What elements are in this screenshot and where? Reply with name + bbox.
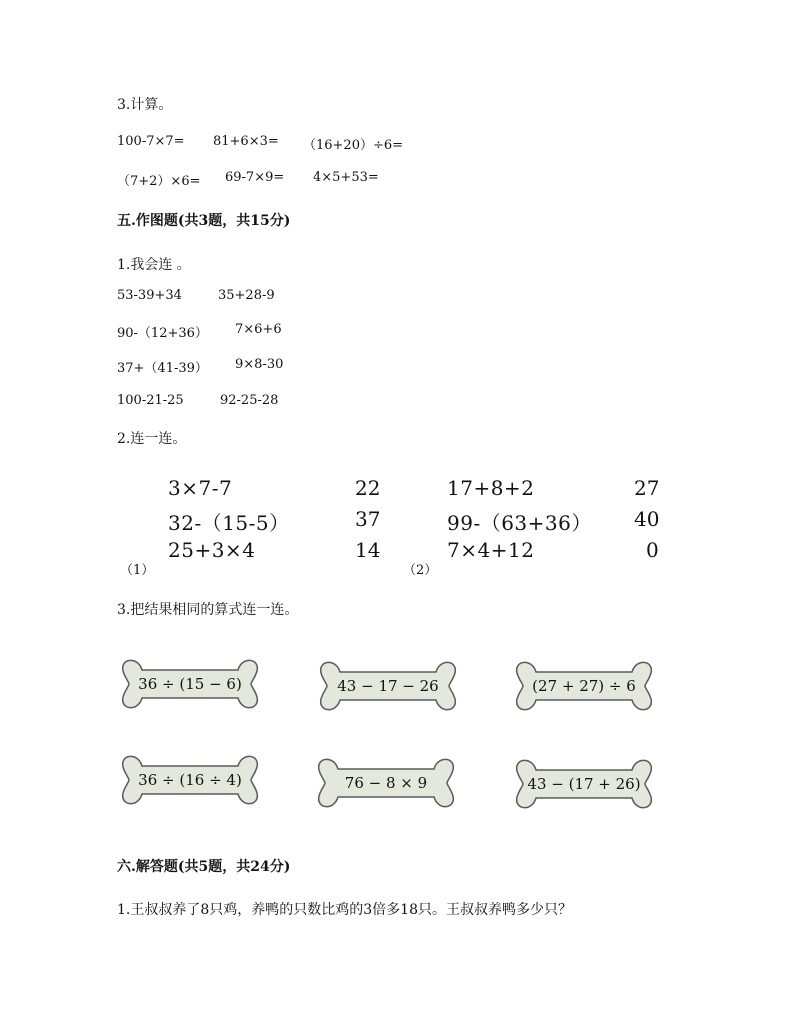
bone-expression: 43 − 17 − 26: [337, 677, 439, 695]
group1-left-expression: 32-（15-5）: [168, 511, 290, 535]
match-left-expression: 53-39+34: [117, 288, 182, 303]
bone-expression: 76 − 8 × 9: [344, 774, 428, 792]
bone-expression: (27 + 27) ÷ 6: [532, 677, 636, 695]
calc-expression: 100-7×7=: [117, 134, 185, 149]
group2-left-expression: 7×4+12: [447, 538, 535, 562]
match-left-expression: 100-21-25: [117, 393, 184, 408]
match-left-expression: 37+（41-39）: [117, 361, 208, 376]
bone-card: [514, 656, 654, 716]
bone-expression: 36 ÷ (15 − 6): [138, 675, 242, 693]
bone-card: [316, 753, 456, 813]
group1-right-value: 37: [355, 507, 381, 531]
question-3-title: 3.计算。: [117, 97, 173, 113]
bone-expression: 36 ÷ (16 ÷ 4): [138, 771, 242, 789]
bone-card: [120, 750, 260, 810]
group2-tag: （2）: [403, 563, 438, 578]
match-right-expression: 7×6+6: [235, 322, 282, 337]
bone-card: [318, 656, 458, 716]
bone-card: [514, 754, 654, 814]
group1-tag: （1）: [120, 563, 155, 578]
calc-expression: （16+20）÷6=: [303, 138, 404, 153]
group2-left-expression: 17+8+2: [447, 476, 535, 500]
bone-card: [120, 654, 260, 714]
question-5-2-title: 2.连一连。: [117, 431, 187, 447]
group2-right-value: 40: [634, 507, 660, 531]
match-right-expression: 9×8-30: [235, 357, 284, 372]
calc-expression: （7+2）×6=: [117, 174, 201, 189]
bone-expression: 43 − (17 + 26): [527, 775, 641, 793]
match-left-expression: 90-（12+36）: [117, 326, 208, 341]
calc-expression: 81+6×3=: [213, 134, 279, 149]
group2-right-value: 0: [646, 538, 659, 562]
match-right-expression: 92-25-28: [220, 393, 279, 408]
question-5-1-title: 1.我会连 。: [117, 257, 191, 273]
section-5-heading: 五.作图题(共3题，共15分): [117, 213, 291, 229]
group1-left-expression: 3×7-7: [168, 476, 233, 500]
group2-right-value: 27: [634, 476, 660, 500]
section-6-heading: 六.解答题(共5题，共24分): [117, 859, 291, 875]
group1-left-expression: 25+3×4: [168, 538, 256, 562]
match-right-expression: 35+28-9: [218, 288, 275, 303]
group2-left-expression: 99-（63+36）: [447, 511, 592, 535]
group1-right-value: 14: [355, 538, 381, 562]
group1-right-value: 22: [355, 476, 381, 500]
question-6-1-text: 1.王叔叔养了8只鸡，养鸭的只数比鸡的3倍多18只。王叔叔养鸭多少只？: [117, 902, 572, 918]
calc-expression: 69-7×9=: [225, 170, 285, 185]
question-5-3-title: 3.把结果相同的算式连一连。: [117, 602, 299, 618]
calc-expression: 4×5+53=: [313, 170, 379, 185]
